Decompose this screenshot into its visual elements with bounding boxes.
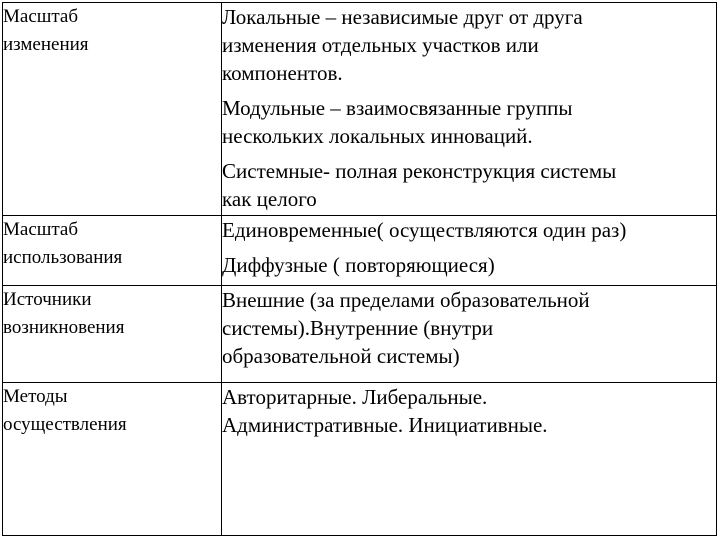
content-line: как целого — [222, 187, 317, 211]
innovation-classification-table — [2, 2, 717, 536]
content-line: Внешние (за пределами образовательной — [222, 288, 590, 312]
table-row — [3, 3, 717, 216]
content-line: компонентов. — [222, 61, 343, 85]
row-label-cell — [3, 286, 222, 383]
content-line: Диффузные ( повторяющиеся) — [222, 253, 495, 277]
row-label-line: использования — [3, 247, 123, 268]
content-line: Локальные – независимые друг от друга — [222, 5, 583, 29]
row-label-line: Масштаб — [3, 6, 79, 27]
content-line: Модульные – взаимосвязанные группы — [222, 96, 573, 120]
row-label-cell — [3, 383, 222, 536]
content-line: Административные. Инициативные. — [222, 413, 548, 437]
table-row — [3, 216, 717, 286]
row-label-cell — [3, 216, 222, 286]
content-line: образовательной системы) — [222, 344, 460, 368]
row-label-line: Источники — [3, 289, 92, 310]
table-row — [3, 286, 717, 383]
content-line: нескольких локальных инноваций. — [222, 124, 533, 148]
row-content-cell — [222, 383, 717, 536]
row-content-cell — [222, 216, 717, 286]
content-line: Системные- полная реконструкция системы — [222, 159, 617, 183]
content-line: Авторитарные. Либеральные. — [222, 385, 488, 409]
content-line: системы).Внутренние (внутри — [222, 316, 494, 340]
row-label-line: осуществления — [3, 414, 127, 435]
table-row — [3, 383, 717, 536]
row-content-cell — [222, 286, 717, 383]
content-line: изменения отдельных участков или — [222, 33, 539, 57]
row-label-line: изменения — [3, 34, 89, 55]
row-label-line: возникновения — [3, 317, 125, 338]
row-label-line: Масштаб — [3, 219, 79, 240]
content-line: Единовременные( осуществляются один раз) — [222, 218, 627, 242]
row-content-cell — [222, 3, 717, 216]
row-label-cell — [3, 3, 222, 216]
row-label-line: Методы — [3, 386, 68, 407]
